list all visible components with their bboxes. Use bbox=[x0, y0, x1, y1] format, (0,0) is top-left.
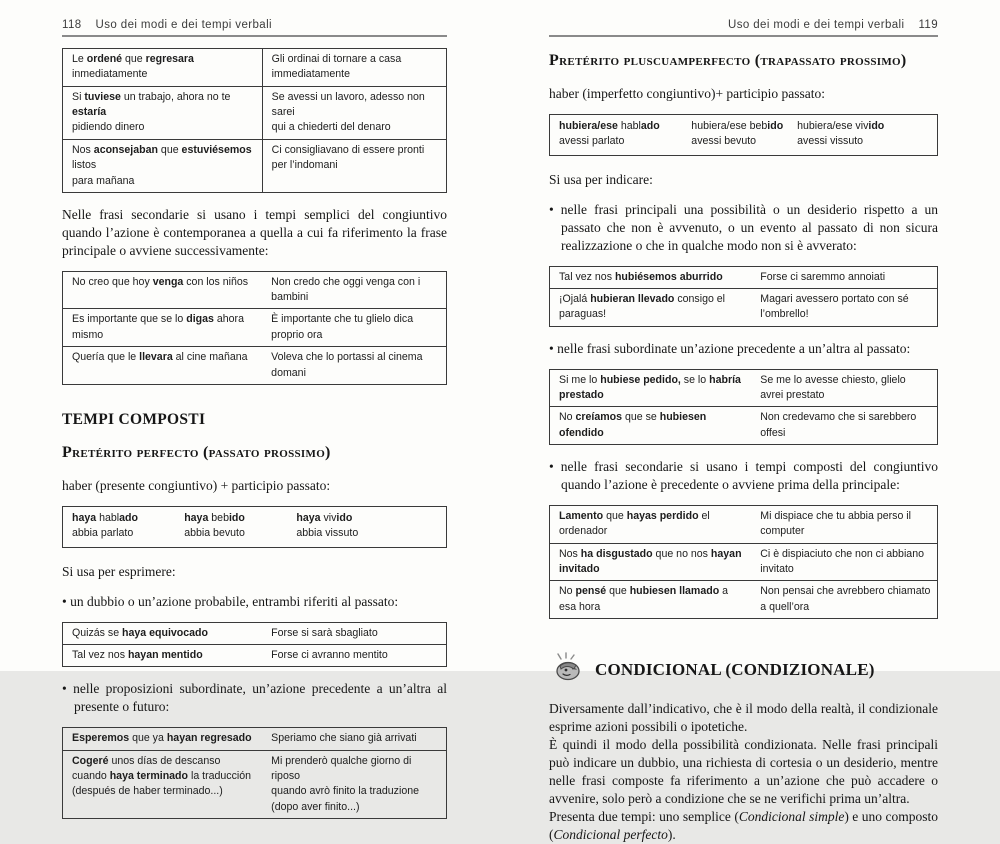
table-row bbox=[550, 407, 938, 445]
table-row bbox=[63, 728, 447, 750]
italian-cell: Se me lo avesse chiesto, glielo avrei prestato bbox=[760, 373, 906, 401]
page-number: 119 bbox=[918, 19, 938, 31]
formula-line: haber (imperfetto congiuntivo)+ participio passato: bbox=[549, 86, 826, 101]
example-table-doubt bbox=[62, 622, 447, 668]
spanish-cell: ¡Ojalá hubieran llevado consigo el paraguas! bbox=[550, 288, 752, 326]
italian-cell: Mi dispiace che tu abbia perso il computer bbox=[760, 509, 911, 538]
italian-cell: Non pensai che avrebbero chiamato a quell’ora bbox=[751, 581, 937, 619]
usage-intro: Si usa per indicare: bbox=[549, 171, 653, 187]
spanish-cell: Le ordené que regresara inmediatamente bbox=[72, 53, 194, 81]
running-head-right bbox=[549, 0, 938, 37]
bullet-item-subordinate-past: • nelle frasi subordinate un’azione precedente a un’altra al passato: bbox=[549, 340, 911, 356]
table-row bbox=[550, 543, 938, 581]
bullet-item-subordinate: • nelle proposizioni subordinate, un’azione precedente a un’altra al presente o futuro: bbox=[62, 681, 447, 715]
spanish-cell: Es importante que se lo digas ahora mismo bbox=[63, 309, 263, 347]
bullet-item-doubt: • un dubbio o un’azione probabile, entrambi riferiti al passato: bbox=[62, 593, 399, 609]
conjugation-column: haya hablado abbia parlato bbox=[72, 511, 138, 540]
table-row bbox=[63, 49, 447, 87]
spanish-cell: Tal vez nos hayan mentido bbox=[63, 644, 263, 666]
table-row bbox=[550, 369, 938, 407]
formula-line: haber (presente congiuntivo) + participio passato: bbox=[62, 477, 331, 493]
italian-cell: Non credo che oggi venga con i bambini bbox=[271, 275, 421, 304]
spanish-cell: Cogeré unos días de descanso cuando haya terminado la traducción (después de haber terminado...) bbox=[63, 750, 263, 818]
spanish-cell: No pensé que hubiesen llamado a esa hora bbox=[550, 581, 752, 619]
italian-cell: Mi prenderò qualche giorno di riposo quando avrò finito la traduzione (dopo aver finito...) bbox=[262, 750, 446, 818]
table-row bbox=[63, 622, 447, 644]
italian-cell: Forse ci avranno mentito bbox=[262, 644, 446, 666]
paragraph-secondary-clauses: Nelle frasi secondarie si usano i tempi semplici del congiuntivo quando l’azione è contemporanea a quella a cui fa riferimento la frase principale o avviene successivamente: bbox=[62, 206, 447, 258]
example-table-subjunctive bbox=[62, 271, 447, 385]
condicional-heading-row bbox=[553, 652, 938, 687]
example-table-main-clauses bbox=[549, 266, 938, 327]
bullet-item-main-clauses: • nelle frasi principali una possibilità o un desiderio rispetto a un passato che non è avvenuto, o un evento al passato di non sicura realizzazione o che in qualche modo non si è avverato: bbox=[549, 201, 938, 253]
spanish-cell: Esperemos que ya hayan regresado bbox=[72, 732, 252, 745]
table-row bbox=[63, 309, 447, 347]
table-row bbox=[550, 288, 938, 326]
conjugation-column: haya bebido abbia bevuto bbox=[184, 511, 245, 540]
conjugation-column: haya vivido abbia vissuto bbox=[296, 511, 359, 540]
conjugation-column: hubiera/ese hablado avessi parlato bbox=[559, 120, 660, 148]
table-row bbox=[550, 266, 938, 288]
page-right bbox=[549, 0, 938, 842]
example-table-simple-tenses bbox=[62, 48, 447, 193]
running-head-left bbox=[62, 0, 447, 37]
italian-cell: Ci consigliavano di essere pronti per l’indomani bbox=[262, 139, 446, 192]
conjugation-column: hubiera/ese bebido avessi bevuto bbox=[691, 120, 784, 148]
spanish-cell: Tal vez nos hubiésemos aburrido bbox=[559, 270, 723, 283]
sparkle-doodle-icon bbox=[553, 652, 585, 687]
conjugation-column: hubiera/ese vivido avessi vissuto bbox=[797, 120, 885, 148]
spanish-cell: Si me lo hubiese pedido, se lo habría prestado bbox=[559, 373, 741, 401]
table-row bbox=[63, 86, 447, 139]
table-row bbox=[63, 644, 447, 666]
conjugation-box-pluscuamperfecto bbox=[549, 114, 938, 156]
section-heading-pluscuamperfecto: Pretérito pluscuamperfecto (trapassato prossimo) bbox=[549, 52, 907, 69]
table-row bbox=[63, 139, 447, 192]
italian-cell: Se avessi un lavoro, adesso non sarei qui a chiederti del denaro bbox=[262, 86, 446, 139]
spanish-cell: Si tuviese un trabajo, ahora no te estaría pidiendo dinero bbox=[63, 86, 263, 139]
spanish-cell: Quizás se haya equivocado bbox=[72, 626, 209, 639]
spanish-cell: Nos ha disgustado que no nos hayan invitado bbox=[550, 543, 752, 581]
example-table-subordinate bbox=[62, 727, 447, 819]
italian-cell: Gli ordinai di tornare a casa immediatamente bbox=[262, 49, 446, 87]
usage-intro: Si usa per esprimere: bbox=[62, 563, 176, 579]
spanish-cell: Nos aconsejaban que estuviésemos listos para mañana bbox=[63, 139, 263, 192]
bullet-item-compound-tenses: • nelle frasi secondarie si usano i tempi composti del congiuntivo quando l’azione è precedente o avviene prima della principale: bbox=[549, 459, 938, 492]
table-row bbox=[550, 581, 938, 619]
running-title: Uso dei modi e dei tempi verbali bbox=[95, 19, 272, 31]
table-row bbox=[550, 505, 938, 543]
italian-cell: È importante che tu glielo dica proprio ora bbox=[262, 309, 446, 347]
table-row bbox=[63, 347, 447, 385]
page-number: 118 bbox=[62, 19, 82, 31]
conjugation-box-perfecto bbox=[62, 506, 447, 548]
spanish-cell: Quería que le llevara al cine mañana bbox=[63, 347, 263, 385]
spanish-cell: Lamento que hayas perdido el ordenador bbox=[559, 509, 710, 538]
spanish-cell: No creíamos que se hubiesen ofendido bbox=[550, 407, 752, 445]
italian-cell: Magari avessero portato con sé l’ombrello! bbox=[751, 288, 937, 326]
italian-cell: Ci è dispiaciuto che non ci abbiano invitato bbox=[751, 543, 937, 581]
italian-cell: Speriamo che siano già arrivati bbox=[271, 732, 417, 745]
example-table-compound bbox=[549, 505, 938, 619]
italian-cell: Forse ci saremmo annoiati bbox=[760, 270, 886, 283]
table-row bbox=[63, 271, 447, 309]
italian-cell: Voleva che lo portassi al cinema domani bbox=[262, 347, 446, 385]
section-heading-condicional: CONDICIONAL (CONDIZIONALE) bbox=[595, 659, 875, 679]
italian-cell: Non credevamo che si sarebbero offesi bbox=[751, 407, 937, 445]
example-table-subordinate-past bbox=[549, 369, 938, 445]
italian-cell: Forse si sarà sbagliato bbox=[271, 626, 378, 639]
section-heading-tempi-composti: TEMPI COMPOSTI bbox=[62, 410, 206, 428]
table-row bbox=[63, 750, 447, 818]
page-left bbox=[62, 0, 447, 813]
running-title: Uso dei modi e dei tempi verbali bbox=[728, 19, 905, 31]
paragraph-condicional: Diversamente dall’indicativo, che è il modo della realtà, il condizionale esprime azioni possibili o ipotetiche. È quindi il modo della possibilità condizionata. Nelle frasi principali può indicare un dubbio, una richiesta di cortesia o un desiderio, mentre nelle frasi composte fa riferimento a un’azione che può accadere o avvenire, solo però a condizione che se ne verifichi prima un’altra. Presenta due tempi: uno semplice (Condicional simple) e uno composto (Condicional perfecto). bbox=[549, 701, 938, 842]
section-heading-preterito-perfecto: Pretérito perfecto (passato prossimo) bbox=[62, 443, 331, 461]
spanish-cell: No creo que hoy venga con los niños bbox=[72, 275, 249, 288]
